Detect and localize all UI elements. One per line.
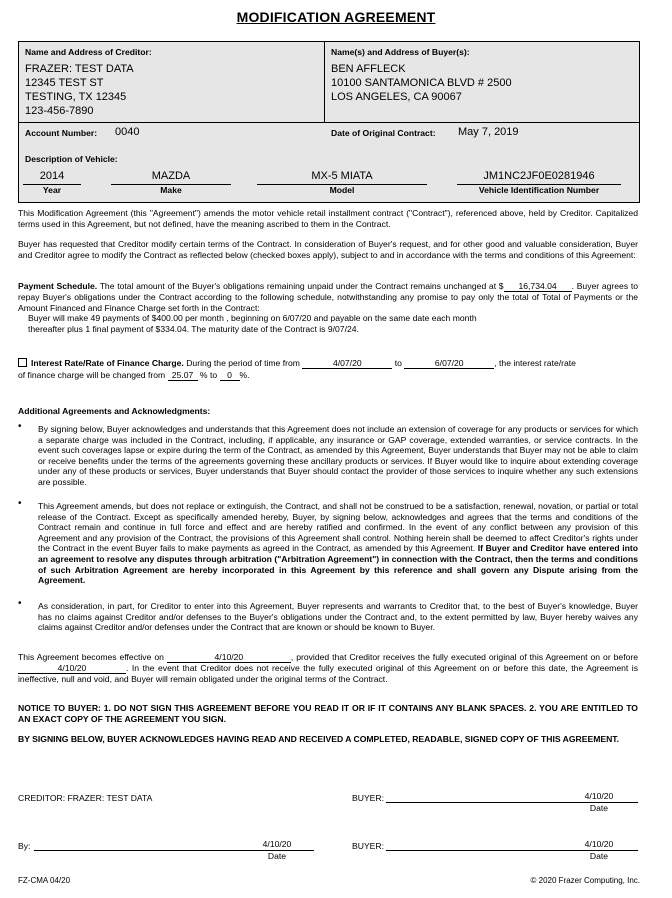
additional-heading: Additional Agreements and Acknowledgments: <box>18 406 211 416</box>
model-label: Model <box>329 185 355 195</box>
effective-text-2: , provided that Creditor receives the fully executed original of this Agreement <box>290 652 588 662</box>
make-label: Make <box>160 185 182 195</box>
account-number: 0040 <box>115 126 140 138</box>
effective-text-4: . In the event that Creditor does not receive the fully executed original of this Agreement on or before this date, the Agreement is ineffective, null and void, and Buyer will remain obligated under the original terms of the Contract. <box>18 663 638 684</box>
payment-text: The total amount of the Buyer's obligations remaining unpaid under the Contract remains unchanged at $ <box>99 281 504 291</box>
acknowledgment: BY SIGNING BELOW, BUYER ACKNOWLEDGES HAVING READ AND RECEIVED A COMPLETED, READABLE, SIGNED COPY OF THIS AGREEMENT. <box>18 734 619 744</box>
bullet-arbitration-text: If Buyer and Creditor have entered into an agreement to resolve any disputes through arbitration ("Arbitration Agreement") in connection with the Contract, then the terms and conditions of such Arbitration Agreement are hereby incorporated in this Agreement by this reference and shall govern any Dispute arising from the Agreement. <box>38 543 638 586</box>
bullet-amendment-text: This Agreement amends, but does not replace or extinguish, the Contract, and shall not be construed to be a satisfaction, renewal, novation, or partial or total release of the Contract. Except as specifically amended hereby, Buyer, by signing below, acknowledges and agrees that the terms and conditions of the Contract remain and continue in full force and effect and are hereby ratified and confirmed. In the event of any conflict between any provision of this Agreement and any provision of the Contract, the provisions of this Agreement shall control. Nothing herein shall be deemed to affect Creditor's rights under the Contract in the event Buyer fails to make payments as agreed in the Contract, as amended by this Agreement. <box>38 501 638 554</box>
payment-line-1: Buyer will make 49 payments of $400.00 per month , beginning on 6/07/20 and payable on the same date each month <box>28 313 477 323</box>
effective-date: 4/10/20 <box>167 652 291 663</box>
buyer-address1: 10100 SANTAMONICA BLVD # 2500 <box>331 77 512 89</box>
year-label: Year <box>42 185 62 195</box>
original-contract-date: May 7, 2019 <box>458 126 519 138</box>
interest-text-2: , the interest rate/rate <box>494 358 576 368</box>
interest-text-3: of finance charge will be changed from <box>18 370 166 380</box>
request-paragraph: Buyer has requested that Creditor modify certain terms of the Contract. In consideration of Buyer's request, and for other good and valuable consideration, Buyer and Creditor agree to modify the Contract as reflected below (checked boxes apply), subject to and in accordance with the terms and conditions of this Agreement: <box>18 239 638 260</box>
date-label: Date <box>589 851 609 861</box>
notice-to-buyer: NOTICE TO BUYER: 1. DO NOT SIGN THIS AGREEMENT BEFORE YOU READ IT OR IF IT CONTAINS ANY BLANK SPACES. 2. YOU ARE ENTITLED TO AN EXACT COPY OF THE AGREEMENT YOU SIGN. <box>18 703 638 724</box>
interest-text: During the period of time from <box>186 358 300 368</box>
date-label: Date <box>267 851 287 861</box>
effective-text: This Agreement becomes effective on <box>18 652 164 662</box>
date-label: Date <box>589 803 609 813</box>
buyer-signature-label: BUYER: <box>352 793 384 803</box>
creditor-name: FRAZER: TEST DATA <box>25 63 134 75</box>
creditor-signature-date: 4/10/20 <box>262 839 292 849</box>
payment-line-2: thereafter plus 1 final payment of $334.04. The maturity date of the Contract is 9/07/24. <box>28 324 359 334</box>
vin-label: Vehicle Identification Number <box>478 185 600 195</box>
creditor-label: Name and Address of Creditor: <box>25 47 152 57</box>
buyer-name: BEN AFFLECK <box>331 63 406 75</box>
bullet-representation: As consideration, in part, for Creditor to enter into this Agreement, Buyer represents and warrants to Creditor that, to the best of Buyer's knowledge, Buyer has no claims against Creditor and/or defenses to the Buyer's obligations under the Contract and, to the extent permitted by law, Buyer hereby waives any claims against Creditor and/or defenses under the Contract that are known or should be known to Buyer. <box>38 601 638 633</box>
creditor-phone: 123-456-7890 <box>25 105 94 117</box>
vehicle-model: MX-5 MIATA <box>257 171 427 185</box>
buyer-signature-date: 4/10/20 <box>584 791 614 801</box>
intro-paragraph: This Modification Agreement (this "Agreement") amends the motor vehicle retail installment contract ("Contract"), referenced above, held by Creditor. Capitalized terms used in this Agreement, but not defined, have the meaning ascribed to them in the Contract. <box>18 208 638 229</box>
interest-to-date: 6/07/20 <box>404 358 494 369</box>
pct-end: %. <box>239 370 250 380</box>
creditor-signature-label: CREDITOR: FRAZER: TEST DATA <box>18 793 153 803</box>
buyer-signature-label-2: BUYER: <box>352 841 384 851</box>
vehicle-label: Description of Vehicle: <box>25 154 118 164</box>
buyer-label: Name(s) and Address of Buyer(s): <box>331 47 470 57</box>
deadline-date: 4/10/20 <box>18 663 126 674</box>
interest-to-label: to <box>394 358 402 368</box>
header-box <box>18 41 640 203</box>
creditor-address2: TESTING, TX 12345 <box>25 91 127 103</box>
by-label: By: <box>18 841 31 851</box>
copyright: © 2020 Frazer Computing, Inc. <box>530 876 640 885</box>
divider <box>324 42 325 122</box>
document-title: MODIFICATION AGREEMENT <box>236 9 436 25</box>
bullet-amendment <box>38 501 638 586</box>
bullet-icon: • <box>18 498 22 509</box>
new-rate: 0 <box>220 370 240 381</box>
payment-text-2: Buyer agrees to repay Buyer's obligations under the Contract according to the following schedule, notwithstanding any promise to pay only the total of Total of Payments or the Amount Financed and Finance Charge set forth in the Contract: <box>18 281 639 313</box>
vehicle-year: 2014 <box>23 171 81 185</box>
effective-text-3: on or before <box>590 652 639 662</box>
original-contract-label: Date of Original Contract: <box>331 128 436 138</box>
form-id: FZ-CMA 04/20 <box>18 876 71 885</box>
interest-rate-section <box>18 358 644 369</box>
divider <box>19 122 639 123</box>
creditor-address1: 12345 TEST ST <box>25 77 104 89</box>
vehicle-make: MAZDA <box>111 171 231 185</box>
vehicle-vin: JM1NC2JF0E0281946 <box>457 171 621 185</box>
interest-heading: Interest Rate/Rate of Finance Charge. <box>31 358 184 368</box>
checkbox-icon[interactable] <box>18 358 27 367</box>
old-rate: 25.07 <box>168 370 198 381</box>
interest-from-date: 4/07/20 <box>302 358 392 369</box>
payment-amount: 16,734.04 <box>504 281 572 292</box>
payment-schedule: Payment Schedule. The total amount of the Buyer's obligations remaining unpaid under the Contract remains unchanged at $ 16,734.04 . Buyer agrees to repay Buyer's obligations under the Contract according to the following schedule, notwithstanding any promise to pay only the total of Total of Payments or the Amount Financed and Finance Charge set forth in the Contract: <box>18 281 639 313</box>
effective-paragraph <box>18 652 638 685</box>
payment-heading: Payment Schedule. <box>18 281 98 291</box>
pct-to: % to <box>199 370 218 380</box>
bullet-coverage: By signing below, Buyer acknowledges and understands that this Agreement does not include an extension of coverage for any products or services for which a separate charge was included in the Contract, including, if applicable, any insurance or GAP coverage, extended warranties, or service contracts. In the event such coverages lapse or expire during the term of the Contract, as amended by this Agreement, Buyer understands that Buyer may not be able to claim or receive benefits under the terms of the agreements governing these ancillary products or services. If Buyer would like to inquire about extending coverage under any of these products or services, Buyer understands that Buyer should contact the provider of those services to inquire whether any such extensions are possible. <box>38 424 638 487</box>
buyer-address2: LOS ANGELES, CA 90067 <box>331 91 462 103</box>
bullet-icon: • <box>18 421 22 432</box>
buyer-signature-date-2: 4/10/20 <box>584 839 614 849</box>
account-label: Account Number: <box>25 128 98 138</box>
bullet-icon: • <box>18 598 22 609</box>
interest-rate-line-2 <box>18 370 638 381</box>
